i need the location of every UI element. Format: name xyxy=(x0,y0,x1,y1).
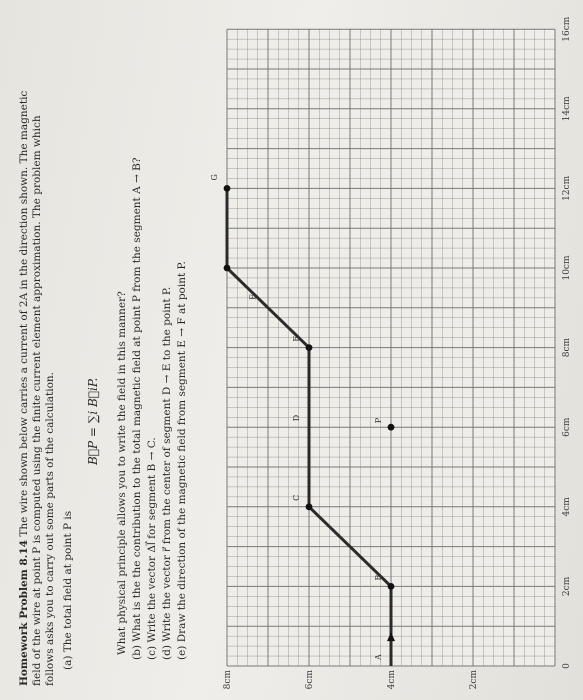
problem-heading: Homework Problem 8.14 xyxy=(18,539,30,686)
wire-vertex-dot xyxy=(306,503,313,510)
wire-vertex-dot xyxy=(388,583,395,590)
x-tick-label: 8cm xyxy=(562,337,572,358)
point-label: E xyxy=(291,335,301,342)
x-tick-label: 6cm xyxy=(562,417,572,437)
x-tick-label: 16cm xyxy=(562,16,572,42)
y-tick-label: 8cm xyxy=(223,670,233,690)
principle-question: What physical principle allows you to write the field in this manner? xyxy=(116,291,128,655)
point-label: P xyxy=(373,417,383,424)
point-label: D xyxy=(291,414,301,422)
point-label: G xyxy=(209,174,219,181)
wire-vertex-dot xyxy=(224,185,231,192)
part-b: (b) What is the the contribution to the total magnetic field at point P from the segment A → B? xyxy=(131,157,143,660)
y-tick-label: 6cm xyxy=(305,670,315,690)
wire-vertex-dot xyxy=(224,265,231,272)
wire-vertex-dot xyxy=(306,344,313,351)
x-tick-label: 0 xyxy=(562,663,572,669)
point-p-dot xyxy=(388,424,395,431)
part-d: (d) Write the vector r⃗ from the center of segment D → E to the point P. xyxy=(161,286,173,660)
point-label: A xyxy=(373,654,383,661)
field-sum-equation: B⃗P = ∑i B⃗iP. xyxy=(86,377,100,465)
point-label: C xyxy=(291,494,301,501)
x-tick-label: 12cm xyxy=(562,175,572,201)
point-label: B xyxy=(373,574,383,581)
x-tick-label: 2cm xyxy=(562,576,572,597)
x-tick-label: 10cm xyxy=(562,255,572,281)
problem-intro-line-2: field of the wire at point P is computed using the finite current element approximation. The problem which xyxy=(31,115,43,686)
y-tick-label: 4cm xyxy=(387,670,397,690)
part-a: (a) The total field at point P is xyxy=(62,510,74,670)
part-e: (e) Draw the direction of the magnetic field from segment E → F at point P. xyxy=(176,261,188,660)
point-label: F xyxy=(248,294,258,300)
x-tick-label: 14cm xyxy=(562,96,572,122)
part-c: (c) Write the vector Δl⃗ for segment B → C. xyxy=(146,437,158,660)
problem-intro-line-3: follows asks you to carry out some parts of the calculation. xyxy=(44,371,56,686)
x-tick-label: 4cm xyxy=(562,497,572,517)
y-tick-label: 2cm xyxy=(469,670,479,690)
problem-intro-text-1: The wire shown below carries a current of 2A in the direction shown. The magnetic xyxy=(18,90,30,537)
